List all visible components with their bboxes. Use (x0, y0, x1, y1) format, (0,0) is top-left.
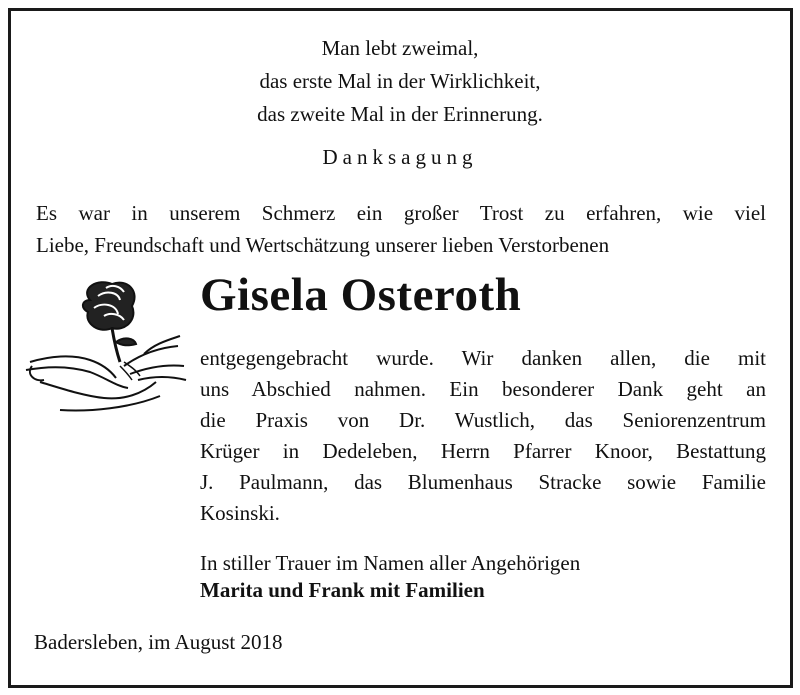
intro-line-2: Liebe, Freundschaft und Wertschätzung unserer lieben Verstorbenen (36, 233, 610, 257)
rose-in-hands-icon (20, 270, 190, 420)
body-line-4: Krüger in Dedeleben, Herrn Pfarrer Knoor, Bestattung (200, 439, 766, 463)
intro-text (36, 197, 766, 261)
body-line-1: entgegengebracht wurde. Wir danken allen, die mit (200, 346, 766, 370)
body-line-6: Kosinski. (200, 501, 280, 525)
motto-line-3: das zweite Mal in der Erinnerung. (257, 102, 543, 126)
motto-verse (0, 32, 800, 131)
signatories: Marita und Frank mit Familien (200, 578, 485, 602)
body-line-5: J. Paulmann, das Blumenhaus Stracke sowie Familie (200, 470, 766, 494)
deceased-name: Gisela Osteroth (200, 269, 522, 321)
motto-line-1: Man lebt zweimal, (321, 36, 479, 60)
body-line-2: uns Abschied nahmen. Ein besonderer Dank geht an (200, 377, 766, 401)
thanks-body (200, 343, 766, 529)
mourning-line: In stiller Trauer im Namen aller Angehörigen (200, 551, 581, 575)
intro-line-1: Es war in unserem Schmerz ein großer Trost zu erfahren, wie viel (36, 201, 766, 225)
place-and-date: Badersleben, im August 2018 (34, 630, 283, 654)
motto-line-2: das erste Mal in der Wirklichkeit, (259, 69, 541, 93)
body-line-3: die Praxis von Dr. Wustlich, das Seniorenzentrum (200, 408, 766, 432)
heading-danksagung: Danksagung (322, 145, 478, 169)
